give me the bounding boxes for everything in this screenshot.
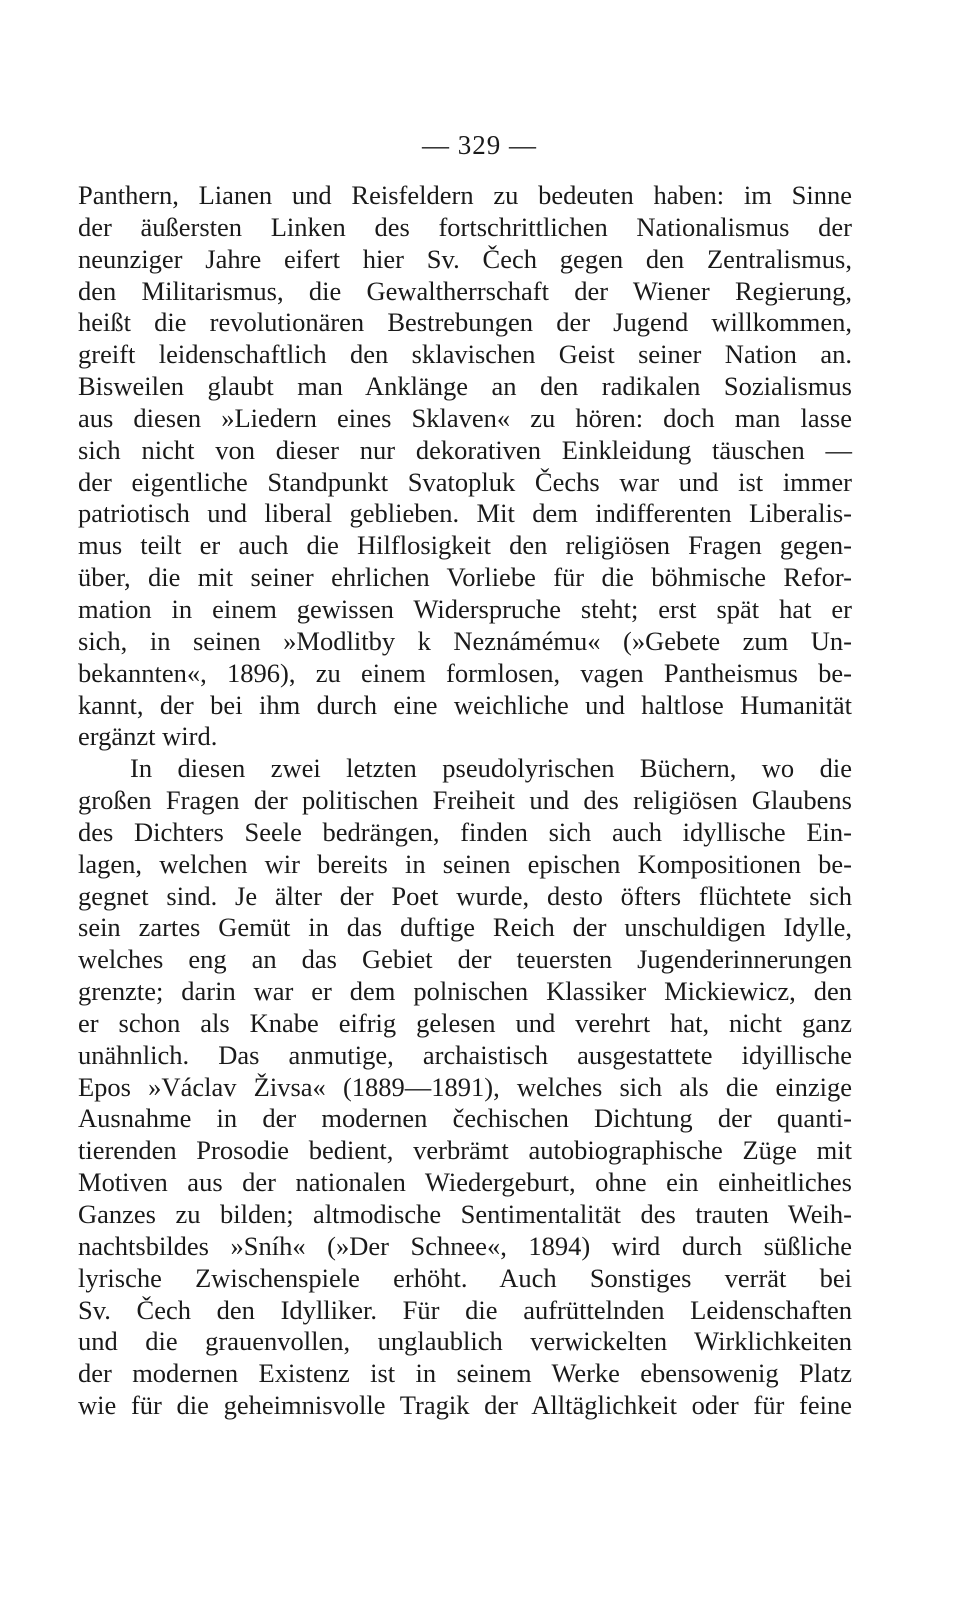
text-line: aus diesen »Liedern eines Sklaven« zu hören: doch man lasse bbox=[78, 402, 852, 433]
text-line: über, die mit seiner ehrlichen Vorliebe für die böhmische Refor- bbox=[78, 562, 852, 593]
text-line: großen Fragen der politischen Freiheit und des religiösen Glaubens bbox=[78, 785, 852, 816]
text-line: gegnet sind. Je älter der Poet wurde, desto öfters flüchtete sich bbox=[78, 880, 852, 911]
text-line: tierenden Prosodie bedient, verbrämt autobiographische Züge mit bbox=[78, 1135, 852, 1166]
body-text bbox=[78, 180, 852, 1422]
text-line: Bisweilen glaubt man Anklänge an den radikalen Sozialismus bbox=[78, 371, 852, 402]
text-line: er schon als Knabe eifrig gelesen und verehrt hat, nicht ganz bbox=[78, 1007, 852, 1038]
text-line: neunziger Jahre eifert hier Sv. Čech gegen den Zentralismus, bbox=[78, 243, 852, 274]
paragraph-1 bbox=[78, 180, 852, 753]
text-line: ergänzt wird. bbox=[78, 721, 218, 752]
text-line: kannt, der bei ihm durch eine weichliche und haltlose Humanität bbox=[78, 689, 852, 720]
text-line: lagen, welchen wir bereits in seinen epischen Kompositionen be- bbox=[78, 848, 852, 879]
text-line: Epos »Václav Živsa« (1889—1891), welches sich als die einzige bbox=[78, 1071, 852, 1102]
text-line: und die grauenvollen, unglaublich verwickelten Wirklichkeiten bbox=[78, 1326, 852, 1357]
text-line: des Dichters Seele bedrängen, finden sich auch idyllische Ein- bbox=[78, 816, 852, 847]
text-line: unähnlich. Das anmutige, archaistisch ausgestattete idyillische bbox=[78, 1039, 852, 1070]
text-line: In diesen zwei letzten pseudolyrischen Büchern, wo die bbox=[130, 753, 852, 784]
text-line: wie für die geheimnisvolle Tragik der Alltäglichkeit oder für feine bbox=[78, 1390, 852, 1421]
text-line: greift leidenschaftlich den sklavischen Geist seiner Nation an. bbox=[78, 339, 852, 370]
text-line: heißt die revolutionären Bestrebungen der Jugend willkommen, bbox=[78, 307, 852, 338]
text-line: patriotisch und liberal geblieben. Mit dem indifferenten Liberalis- bbox=[78, 498, 852, 529]
text-line: sich, in seinen »Modlitby k Neznámému« (»Gebete zum Un- bbox=[78, 625, 852, 656]
text-line: sich nicht von dieser nur dekorativen Einkleidung täuschen — bbox=[78, 434, 852, 465]
text-line: mation in einem gewissen Widerspruche steht; erst spät hat er bbox=[78, 593, 852, 624]
text-line: Motiven aus der nationalen Wiedergeburt, ohne ein einheitliches bbox=[78, 1167, 852, 1198]
text-line: sein zartes Gemüt in das duftige Reich der unschuldigen Idylle, bbox=[78, 912, 852, 943]
text-line: der eigentliche Standpunkt Svatopluk Čechs war und ist immer bbox=[78, 466, 852, 497]
text-line: Panthern, Lianen und Reisfeldern zu bedeuten haben: im Sinne bbox=[78, 180, 852, 210]
text-line: lyrische Zwischenspiele erhöht. Auch Sonstiges verrät bei bbox=[78, 1262, 852, 1293]
text-line: Sv. Čech den Idylliker. Für die aufrüttelnden Leidenschaften bbox=[78, 1294, 852, 1325]
text-line: welches eng an das Gebiet der teuersten Jugenderinnerungen bbox=[78, 944, 852, 975]
paragraph-2 bbox=[78, 753, 852, 1422]
text-line: mus teilt er auch die Hilflosigkeit den religiösen Fragen gegen- bbox=[78, 530, 852, 561]
text-line: nachtsbildes »Sníh« (»Der Schnee«, 1894) wird durch süßliche bbox=[78, 1230, 852, 1261]
page-number: — 329 — bbox=[422, 130, 537, 160]
text-line: der modernen Existenz ist in seinem Werke ebensowenig Platz bbox=[78, 1358, 852, 1389]
text-line: den Militarismus, die Gewaltherrschaft der Wiener Regierung, bbox=[78, 275, 852, 306]
text-line: Ausnahme in der modernen čechischen Dichtung der quanti- bbox=[78, 1103, 852, 1134]
text-line: Ganzes zu bilden; altmodische Sentimentalität des trauten Weih- bbox=[78, 1199, 852, 1229]
text-line: der äußersten Linken des fortschrittlichen Nationalismus der bbox=[78, 211, 852, 242]
text-line: grenzte; darin war er dem polnischen Klassiker Mickiewicz, den bbox=[78, 976, 852, 1007]
text-line: bekannten«, 1896), zu einem formlosen, vagen Pantheismus be- bbox=[78, 657, 852, 688]
